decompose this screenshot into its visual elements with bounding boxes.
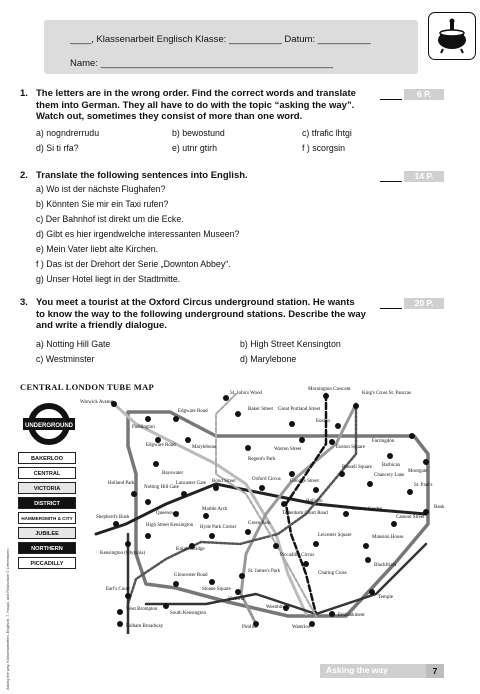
station-label: High Street Kensington [146,523,194,528]
task-item: e) Mein Vater liebt alte Kirchen. [36,244,159,254]
legend-bakerloo: BAKERLOO [18,452,76,464]
task-item: a) nogndrerrudu [36,128,100,138]
station-label: Barbican [382,463,401,468]
station-label: Hyde Park Corner [200,525,237,530]
station-label: Queensway [156,511,180,516]
station-label: Covent Garden [352,507,383,512]
station-label: Regent's Park [248,457,276,462]
station-label: Moorgate [408,469,428,474]
station-label: Marylebone [192,445,217,450]
legend-northern: NORTHERN [18,542,76,554]
header-class-date-line: ____, Klassenarbeit Englisch Klasse: __________ Datum: __________ [70,34,371,45]
station-label: Mansion House [372,535,404,540]
station-label: Goodge Street [290,479,319,484]
task-item: d) Si ti rfa? [36,143,79,153]
station-label: Cannon Street [396,515,425,520]
points-blank[interactable] [380,171,402,182]
station-label: Holland Park [108,481,135,486]
points-badge: 6 P. [404,89,444,100]
task-item: c) tfrafic lhtgi [302,128,352,138]
station-label: Leicester Square [318,533,352,538]
station-label: Blackfriars [374,563,397,568]
station-label: St. James's Park [248,569,281,574]
station-label: Paddington [132,425,155,430]
points-box [380,298,446,309]
station-label: Earl's Court [106,587,130,592]
station-label: Notting Hill Gate [144,485,179,490]
station-label: St. Paul's [414,483,433,488]
station-label: King's Cross St. Pancras [362,391,411,396]
jubilee-line [216,394,316,616]
map-title: CENTRAL LONDON TUBE MAP [20,382,155,392]
station-label: Charing Cross [318,571,347,576]
task-prompt: Translate the following sentences into English. [36,170,248,181]
task-item: a) Notting Hill Gate [36,339,111,349]
side-note [6,548,10,690]
station-label: Temple [378,595,393,600]
station-label: Edgware Road [146,443,176,448]
tube-map [16,384,460,634]
roundel-text: UNDERGROUND [25,423,73,429]
task-item: a) Wo ist der nächste Flughafen? [36,184,166,194]
station-label: Bank [434,505,445,510]
legend-hammersmith: HAMMERSMITH & CITY [18,512,76,524]
station-label: Fulham Broadway [126,624,164,629]
station-label: Chancery Lane [374,473,405,478]
station-label: St. John's Wood [230,391,262,396]
task-number: 2. [20,170,28,181]
task-3 [20,297,440,372]
station-label: Tottenham Court Road [282,511,328,516]
station-label: Pimlico [242,625,258,630]
logo [428,12,476,60]
header-name-line: Name: ____________________________________________ [70,58,334,69]
station-label: Gloucester Road [174,573,208,578]
task-item: d) Marylebone [240,354,297,364]
station-label: Embankment [338,613,365,618]
footer [320,664,444,678]
station-label: Green Park [248,521,271,526]
points-badge: 20 P. [404,298,444,309]
task-item: f ) Das ist der Drehort der Serie „Downton Abbey“. [36,259,231,269]
legend-jubilee: JUBILEE [18,527,76,539]
legend-victoria: VICTORIA [18,482,76,494]
station-label: Waterloo [292,625,311,630]
pot-icon [429,13,475,59]
task-item: d) Gibt es hier irgendwelche interessanten Museen? [36,229,240,239]
station-label: Farringdon [372,439,395,444]
task-item: c) Westminster [36,354,95,364]
task-item: c) Der Bahnhof ist direkt um die Ecke. [36,214,184,224]
task-number: 1. [20,88,28,99]
task-2 [20,170,440,290]
station-label: Marble Arch [202,507,228,512]
station-label: Bond Street [212,479,236,484]
task-prompt: The letters are in the wrong order. Find the correct words and translate them into German. They all have to do with the topic “asking the way”. Watch out, sometimes they consist of more than one word. [36,88,356,122]
station-label: Russell Square [342,465,372,470]
station-label: Baker Street [248,407,273,412]
station-label: Victoria [228,597,245,602]
header-box [44,20,418,74]
station-label: Westminster [266,605,291,610]
station-label: Piccadilly Circus [280,553,315,558]
task-item: e) utnr gtirh [172,143,217,153]
points-box [380,89,446,100]
station-label: Great Portland Street [278,407,321,412]
points-box [380,171,446,182]
task-item: b) Könnten Sie mir ein Taxi rufen? [36,199,169,209]
points-badge: 14 P. [404,171,444,182]
station-label: Euston [316,419,330,424]
task-item: b) High Street Kensington [240,339,341,349]
legend-district: DISTRICT [18,497,76,509]
station-label: Oxford Circus [252,477,281,482]
task-prompt: You meet a tourist at the Oxford Circus underground station. He wants to know the way to the following underground stations. Describe the way and write a friendly dialogue. [36,297,366,331]
station-label: Kensington (Olympia) [100,551,146,556]
station-label: Knightsbridge [176,547,205,552]
points-blank[interactable] [380,298,402,309]
station-label: Warren Street [274,447,302,452]
station-label: Edgware Road [178,409,208,414]
station-label: Lancaster Gate [176,481,207,486]
task-item: f ) scorgsin [302,143,346,153]
station-label: South Kensington [170,611,206,616]
station-label: Sloane Square [202,587,231,592]
station-label: Euston Square [336,445,366,450]
points-blank[interactable] [380,89,402,100]
station-label: Bayswater [162,471,184,476]
footer-title: Asking the way [326,665,388,675]
district-line [128,534,426,634]
station-label: Warwick Avenue [80,400,115,405]
side-note-copyright: © Lehrerbuero [6,548,10,573]
station-label: Shepherd's Bush [96,515,130,520]
legend-central: CENTRAL [18,467,76,479]
side-note-text: Asking the way, Klassenarbeiten, Englisch, 7. Haupt- und Realschule [6,573,10,690]
page-number: 7 [426,664,444,678]
task-item: g) Unser Hotel liegt in der Stadtmitte. [36,274,181,284]
legend-piccadilly: PICCADILLY [18,557,76,569]
station-label: West Brompton [126,607,158,612]
task-1 [20,88,440,168]
station-label: Mornington Crescent [308,387,351,392]
station-label: Holborn [306,499,323,504]
task-number: 3. [20,297,28,308]
task-item: b) bewostund [172,128,225,138]
